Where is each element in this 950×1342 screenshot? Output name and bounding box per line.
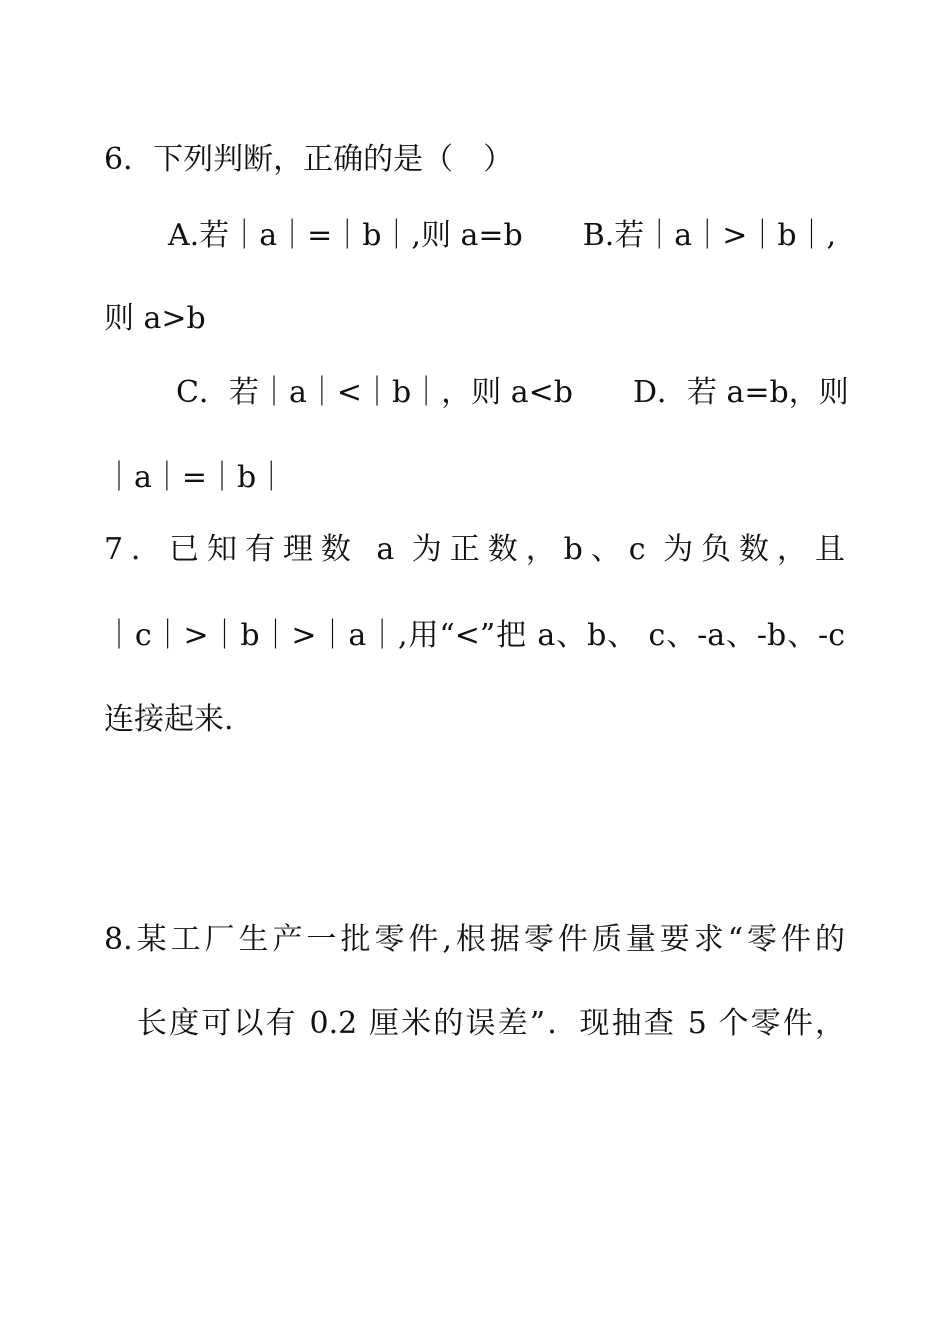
question-6-stem: 6．下列判断，正确的是（ ） [104,142,514,177]
question-6-options-a-b: A.若｜a｜=｜b｜,则 a=b B.若｜a｜>｜b｜, [168,218,837,253]
question-8-line-2: 长度可以有 0.2 厘米的误差”．现抽查 5 个零件， [137,1006,845,1041]
question-6-option-b-continued: 则 a>b [104,301,206,336]
question-8-line-1: 8.某工厂生产一批零件,根据零件质量要求“零件的 [104,922,845,957]
question-7-line-3: 连接起来. [104,702,234,737]
question-7-line-1: 7．已知有理数 a 为正数，b、c 为负数，且 [104,532,845,567]
question-6-option-d-continued: ｜a｜=｜b｜ [104,460,287,495]
question-7-line-2: ｜c｜>｜b｜>｜a｜,用“<”把 a、b、 c、-a、-b、-c [104,618,845,653]
question-6-options-c-d: C．若｜a｜<｜b｜，则 a<b D．若 a=b，则 [176,375,849,410]
